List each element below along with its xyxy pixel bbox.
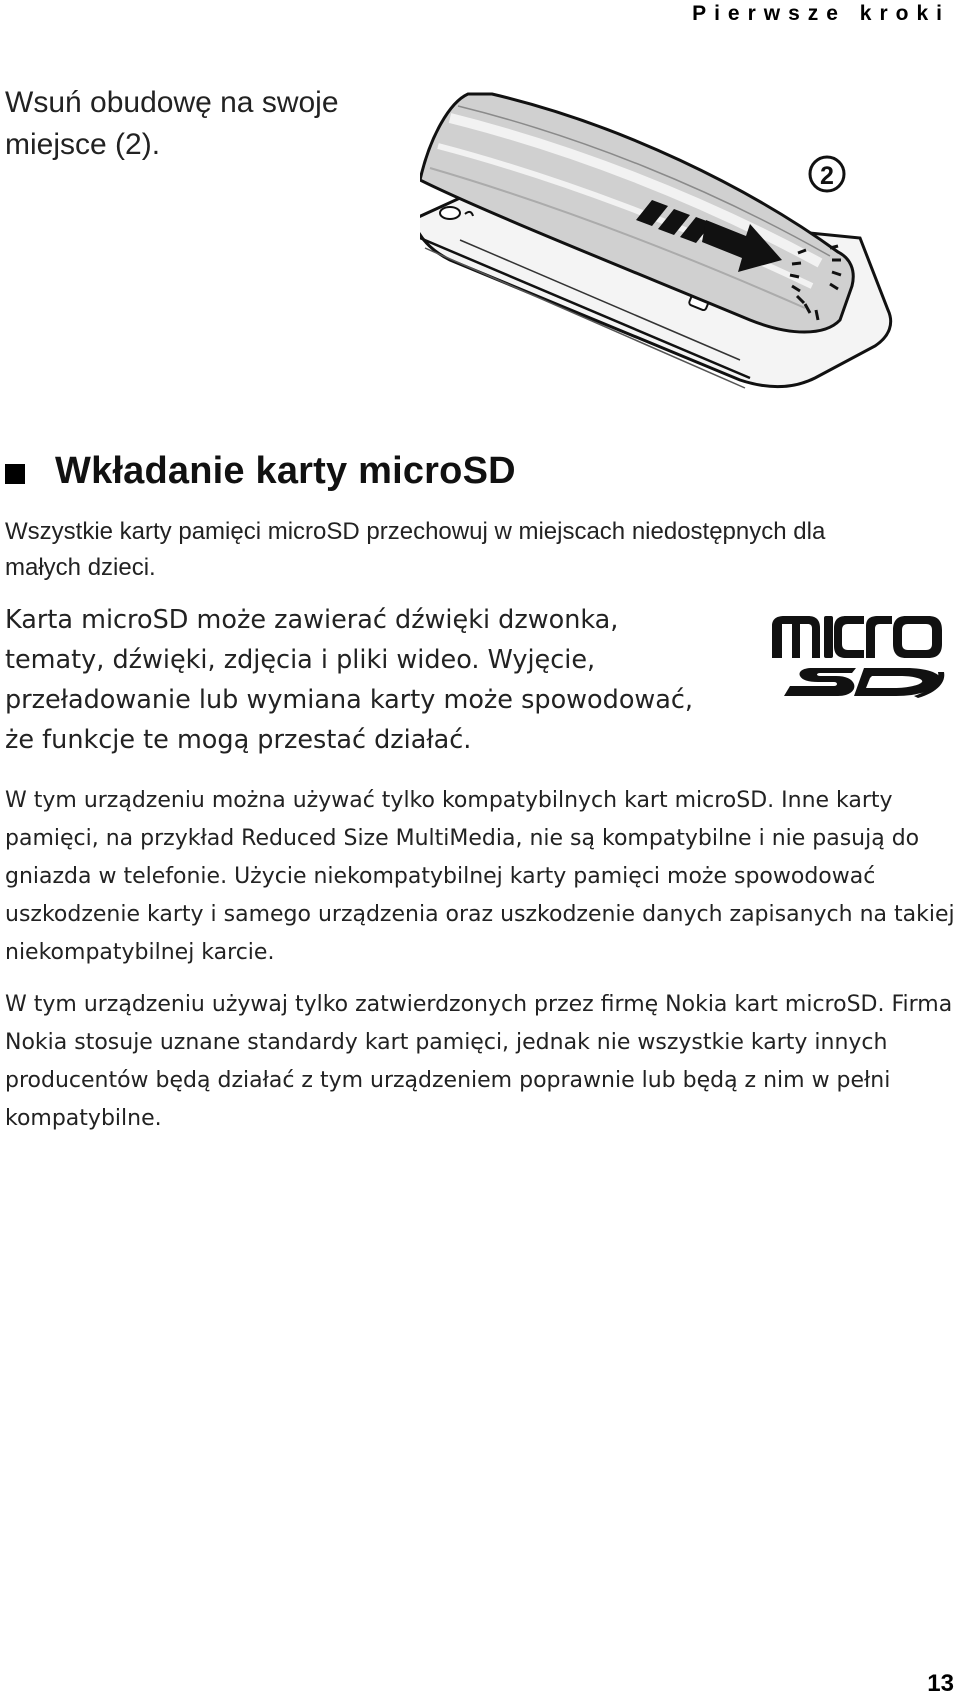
- heading-bullet-icon: [5, 464, 25, 484]
- paragraph-approved-cards: W tym urządzeniu używaj tylko zatwierdzonych przez firmę Nokia kart microSD. Firma Nokia stosuje uznane standardy kart pamięci, jednak nie wszystkie karty innych producentów będą działać z tym urządzeniem poprawnie lub będą z nim w pełni kompatybilne.: [5, 992, 953, 1131]
- phone-cover-illustration: [420, 88, 940, 398]
- section-title: Wkładanie karty microSD: [55, 450, 516, 492]
- step-number: 2: [820, 162, 834, 190]
- running-header: Pierwsze kroki: [692, 2, 950, 25]
- intro-instruction: Wsuń obudowę na swoje miejsce (2).: [5, 86, 339, 161]
- paragraph-children-warning: Wszystkie karty pamięci microSD przechowuj w miejscach niedostępnych dla małych dzieci.: [5, 518, 826, 581]
- paragraph-compatibility: W tym urządzeniu można używać tylko kompatybilnych kart microSD. Inne karty pamięci, na przykład Reduced Size MultiMedia, nie są kompatybilne i nie pasują do gniazda w telefonie. Użycie niekompatybilnej karty pamięci może spowodować uszkodzenie karty i samego urządzenia oraz uszkodzenie danych zapisanych na takiej niekompatybilnej karcie.: [5, 788, 955, 965]
- paragraph-card-content: Karta microSD może zawierać dźwięki dzwonka, tematy, dźwięki, zdjęcia i pliki wideo. Wyjęcie, przeładowanie lub wymiana karty może spowodować, że funkcje te mogą przestać działać.: [5, 605, 694, 755]
- section-heading: [5, 450, 516, 493]
- page-number: 13: [927, 1670, 954, 1697]
- microsd-logo: [768, 612, 946, 702]
- step-number-badge: [810, 157, 844, 191]
